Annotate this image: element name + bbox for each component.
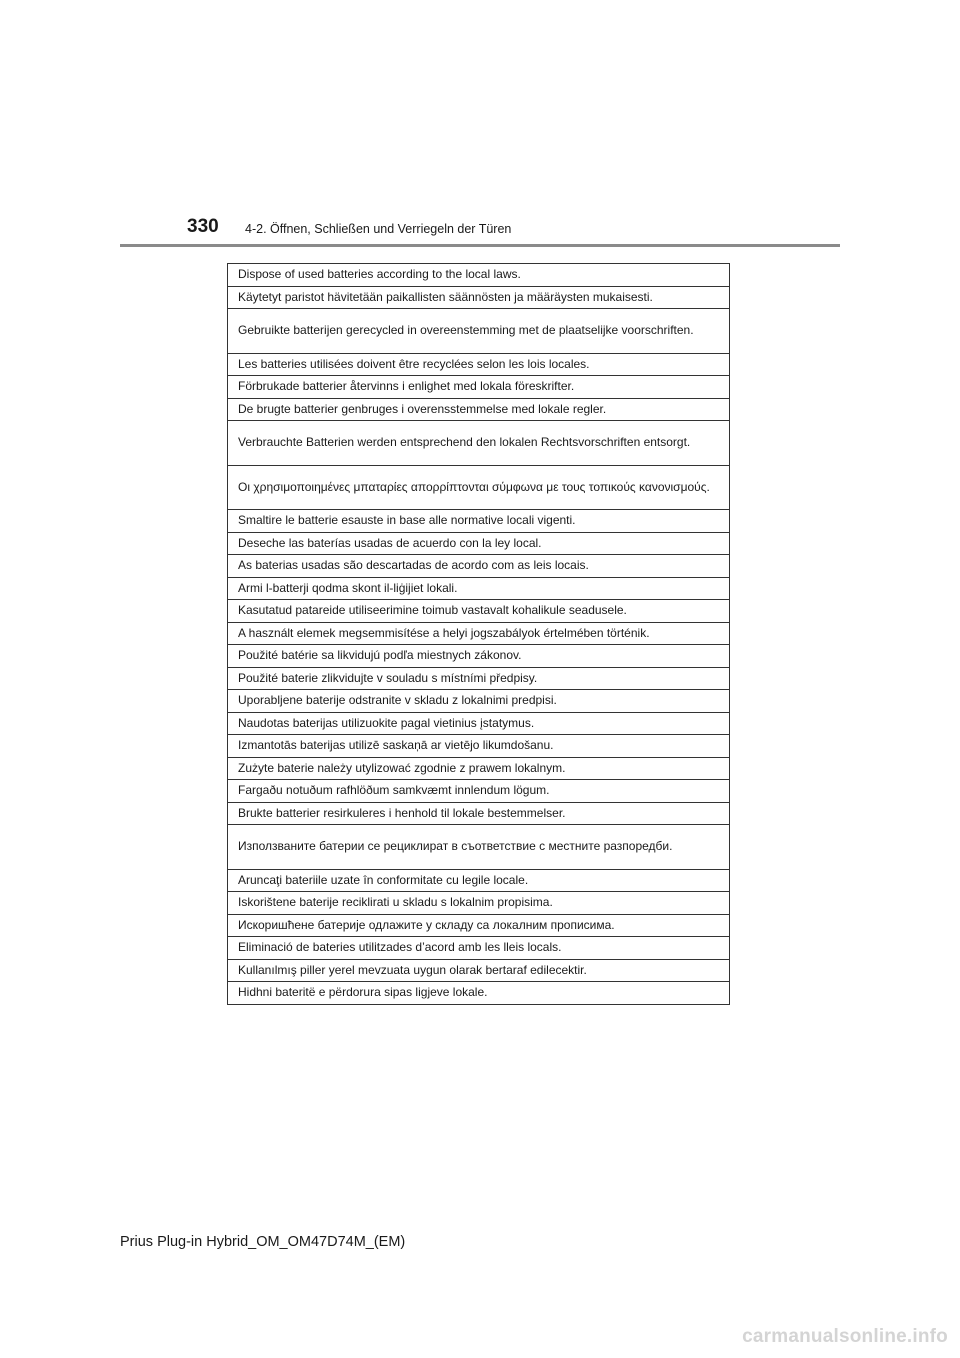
- notice-text: Искоришћене батерије одлажите у складу са локалним прописима.: [238, 917, 615, 932]
- table-row: [228, 264, 729, 287]
- table-row: [228, 421, 729, 466]
- table-row: [228, 892, 729, 915]
- table-row: [228, 287, 729, 310]
- notice-text: Οι χρησιμοποιημένες μπαταρίες απορρίπτονται σύμφωνα με τους τοπικούς κανονισμούς.: [238, 479, 710, 494]
- notice-text: Uporabljene baterije odstranite v skladu z lokalnimi predpisi.: [238, 693, 557, 707]
- page-number: 330: [187, 216, 219, 237]
- table-row: [228, 960, 729, 983]
- notice-text: Gebruikte batterijen gerecycled in overeenstemming met de plaatselijke voorschriften.: [238, 323, 694, 337]
- table-row: [228, 466, 729, 511]
- notice-text: Naudotas baterijas utilizuokite pagal vietinius įstatymus.: [238, 715, 535, 730]
- table-row: [228, 758, 729, 781]
- notice-text: Kasutatud patareide utiliseerimine toimub vastavalt kohalikule seadusele.: [238, 603, 627, 617]
- notice-text: Brukte batterier resirkuleres i henhold til lokale bestemmelser.: [238, 805, 566, 820]
- watermark: carmanualsonline.info: [742, 1326, 948, 1347]
- table-row: [228, 578, 729, 601]
- notice-text: Hidhni bateritë e përdorura sipas ligjeve lokale.: [238, 985, 488, 999]
- table-row: [228, 937, 729, 960]
- notice-text: Použité batérie sa likvidujú podľa miestnych zákonov.: [238, 648, 522, 662]
- notice-text: As baterias usadas são descartadas de acordo com as leis locais.: [238, 558, 589, 572]
- notice-text: Kullanılmış piller yerel mevzuata uygun olarak bertaraf edilecektir.: [238, 962, 587, 977]
- notice-text: Armi l-batterji qodma skont il-liġijiet lokali.: [238, 580, 458, 595]
- table-row: [228, 982, 729, 1005]
- notice-text: Използваните батерии се рециклират в съответствие с местните разпоредби.: [238, 839, 673, 853]
- table-row: [228, 690, 729, 713]
- notice-text: Käytetyt paristot hävitetään paikallisten säännösten ja määräysten mukaisesti.: [238, 289, 653, 304]
- table-row: [228, 376, 729, 399]
- table-row: [228, 510, 729, 533]
- notice-text: Verbrauchte Batterien werden entsprechend den lokalen Rechtsvorschriften entsorgt.: [238, 435, 691, 449]
- notice-text: Fargaðu notuðum rafhlöðum samkvæmt innlendum lögum.: [238, 783, 550, 797]
- notice-text: Les batteries utilisées doivent être recyclées selon les lois locales.: [238, 356, 590, 371]
- table-row: [228, 309, 729, 354]
- notice-text: Iskorištene baterije reciklirati u skladu s lokalnim propisima.: [238, 895, 553, 909]
- table-row: [228, 713, 729, 736]
- table-row: [228, 533, 729, 556]
- notice-text: Dispose of used batteries according to the local laws.: [238, 267, 521, 281]
- table-row: [228, 668, 729, 691]
- table-row: [228, 780, 729, 803]
- notice-text: Použité baterie zlikvidujte v souladu s místními předpisy.: [238, 670, 538, 685]
- document-id: Prius Plug-in Hybrid_OM_OM47D74M_(EM): [120, 1234, 406, 1250]
- table-row: [228, 399, 729, 422]
- table-row: [228, 870, 729, 893]
- notice-text: Izmantotās baterijas utilizē saskaņā ar vietējo likumdošanu.: [238, 738, 554, 752]
- notice-text: Zużyte baterie należy utylizować zgodnie z prawem lokalnym.: [238, 760, 566, 775]
- battery-disposal-table: [227, 263, 730, 1005]
- table-row: [228, 555, 729, 578]
- notice-text: Aruncaţi bateriile uzate în conformitate cu legile locale.: [238, 872, 529, 887]
- notice-text: Förbrukade batterier återvinns i enlighet med lokala föreskrifter.: [238, 379, 575, 393]
- table-row: [228, 354, 729, 377]
- table-row: [228, 623, 729, 646]
- section-title: 4-2. Öffnen, Schließen und Verriegeln der Türen: [245, 222, 512, 236]
- table-row: [228, 825, 729, 870]
- notice-text: A használt elemek megsemmisítése a helyi jogszabályok értelmében történik.: [238, 625, 650, 640]
- table-row: [228, 645, 729, 668]
- header-divider: [120, 244, 840, 247]
- notice-text: Eliminació de bateries utilitzades d’acord amb les lleis locals.: [238, 940, 562, 954]
- notice-text: Smaltire le batterie esauste in base alle normative locali vigenti.: [238, 513, 576, 527]
- table-row: [228, 803, 729, 826]
- notice-text: De brugte batterier genbruges i overensstemmelse med lokale regler.: [238, 401, 607, 416]
- notice-text: Deseche las baterías usadas de acuerdo con la ley local.: [238, 535, 542, 550]
- table-row: [228, 600, 729, 623]
- table-row: [228, 735, 729, 758]
- table-row: [228, 915, 729, 938]
